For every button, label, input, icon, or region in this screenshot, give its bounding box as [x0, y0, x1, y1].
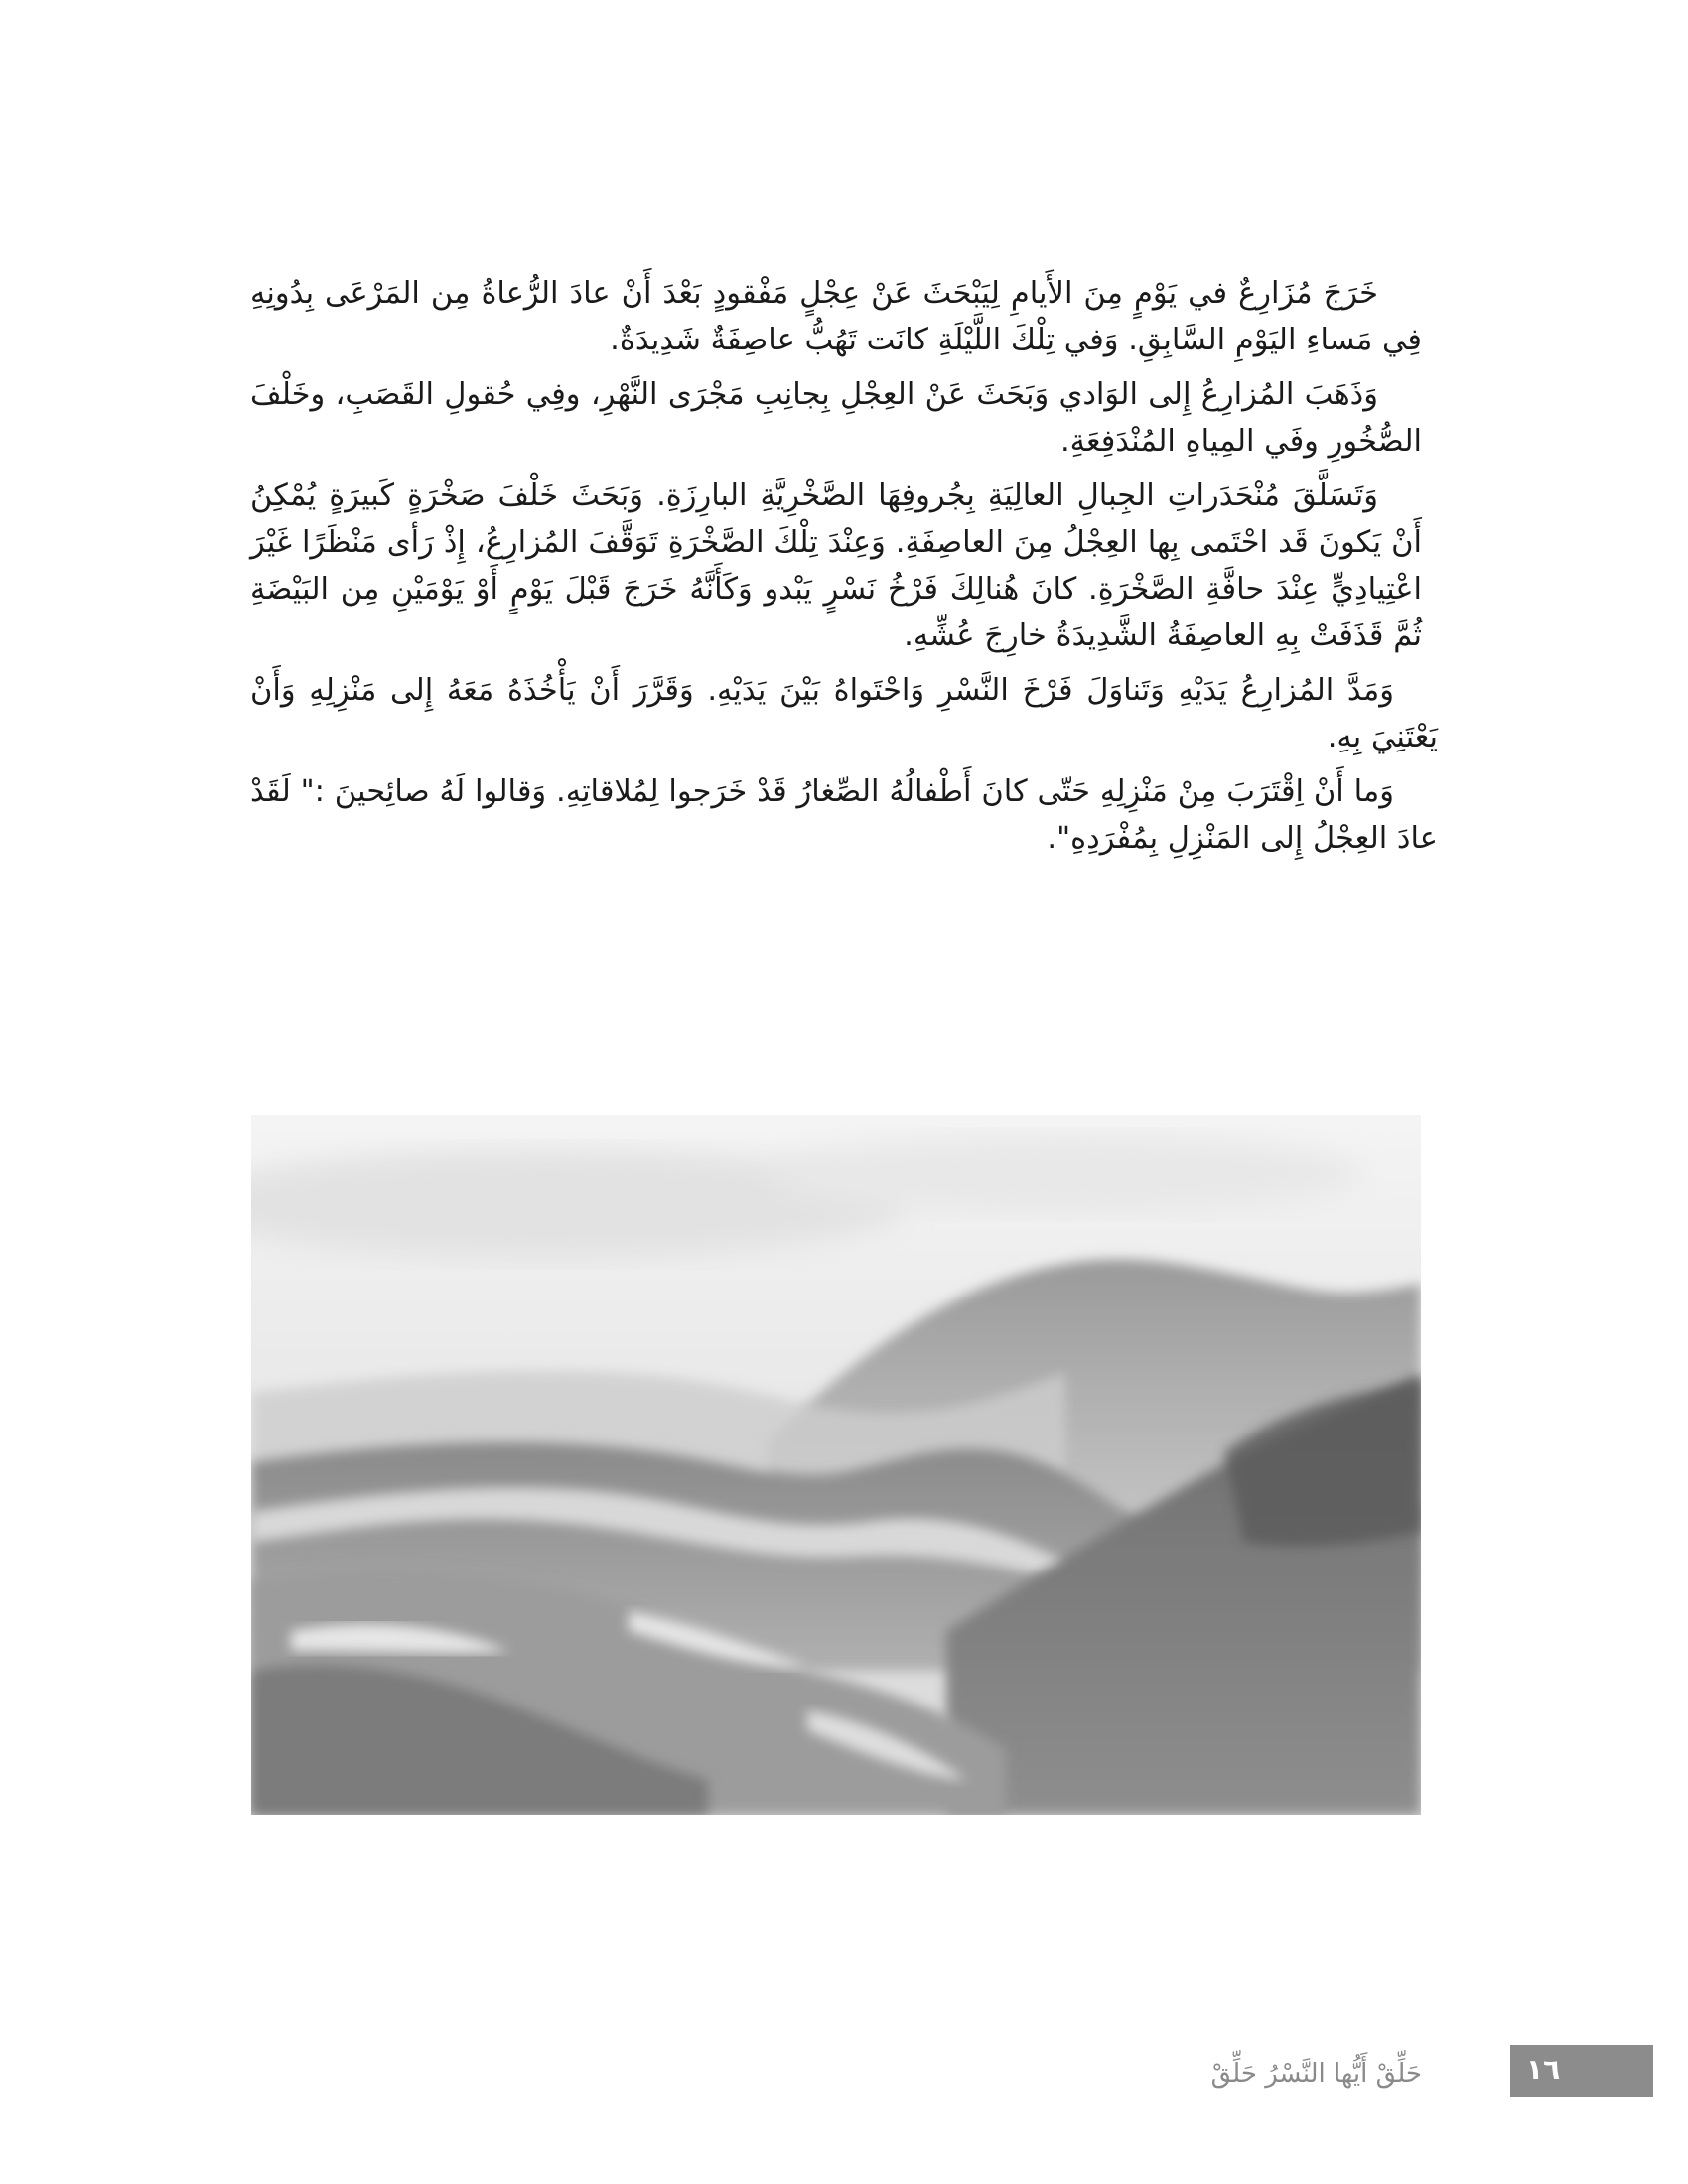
paragraph-2: وَذَهَبَ المُزارِعُ إِلى الوَادي وَبَحَثَ عَنْ العِجْلِ بِجانِبِ مَجْرَى النَّهْرِ، وفِي حُقولِ القَصَبِ، وخَلْفَ الصُّخُورِ وفَي المِياهِ المُنْدَفِعَةِ. — [250, 377, 1422, 459]
paragraph-1: خَرَجَ مُزَارِعٌ في يَوْمٍ مِنَ الأَيامِ لِيَبْحَثَ عَنْ عِجْلٍ مَفْقودٍ بَعْدَ أَنْ عادَ الرُّعاةُ مِن المَرْعَى بِدُونِهِ فِي مَساءِ اليَوْمِ السَّابِقِ. وَفي تِلْكَ اللَّيْلَةِ كانَت تَهُبُّ عاصِفَةٌ شَدِيدَةٌ. — [250, 276, 1422, 357]
paragraph-4: وَمَدَّ المُزارِعُ يَدَيْهِ وَتَناوَلَ فَرْخَ النَّسْرِ وَاحْتَواهُ بَيْنَ يَدَيْهِ. وَقَرَّرَ أَنْ يَأْخُذَهُ مَعَهُ إِلى مَنْزِلِهِ وَأَنْ يَعْتَنِيَ بِهِ. — [250, 673, 1438, 754]
mountain-watercolor-illustration — [251, 1115, 1421, 1815]
book-title: حَلِّقْ أَيُّها النَّسْرُ حَلِّقْ — [1210, 2059, 1422, 2089]
paragraph-5: وَما أَنْ اِقْتَرَبَ مِنْ مَنْزِلِهِ حَتّى كانَ أَطْفالُهُ الصِّغارُ قَدْ خَرَجوا لِمُلاقاتِهِ. وَقالوا لَهُ صائِحينَ :" لَقَدْ عادَ العِجْلُ إِلى المَنْزِلِ بِمُفْرَدِهِ". — [250, 774, 1438, 856]
paragraph-3: وَتَسَلَّقَ مُنْحَدَراتِ الجِبالِ العالِيَةِ بِجُروفِهَا الصَّخْرِيَّةِ البارِزَةِ. وَبَحَثَ خَلْفَ صَخْرَةٍ كَبيرَةٍ يُمْكِنُ أَنْ يَكونَ قَد احْتَمى بِها العِجْلُ مِنَ العاصِفَةِ. وَعِنْدَ تِلْكَ الصَّخْرَةِ تَوَقَّفَ المُزارِعُ، إِذْ رَأى مَنْظَرًا غَيْرَ اعْتِيادِيٍّ عِنْدَ حافَّةِ الصَّخْرَةِ. كانَ هُنالِكَ فَرْخُ نَسْرٍ يَبْدو وَكَأَنَّهُ خَرَجَ قَبْلَ يَوْمٍ أَوْ يَوْمَيْنِ مِن البَيْضَةِ ثُمَّ قَذَفَتْ بِهِ العاصِفَةُ الشَّدِيدَةُ خارِجَ عُشِّهِ. — [250, 478, 1422, 653]
page-number-box — [1510, 2045, 1653, 2097]
page-number: ١٦ — [1526, 2053, 1561, 2086]
mountain-landscape-image — [251, 1115, 1421, 1815]
story-text — [250, 270, 1438, 870]
cloud-wash — [768, 1135, 1363, 1214]
